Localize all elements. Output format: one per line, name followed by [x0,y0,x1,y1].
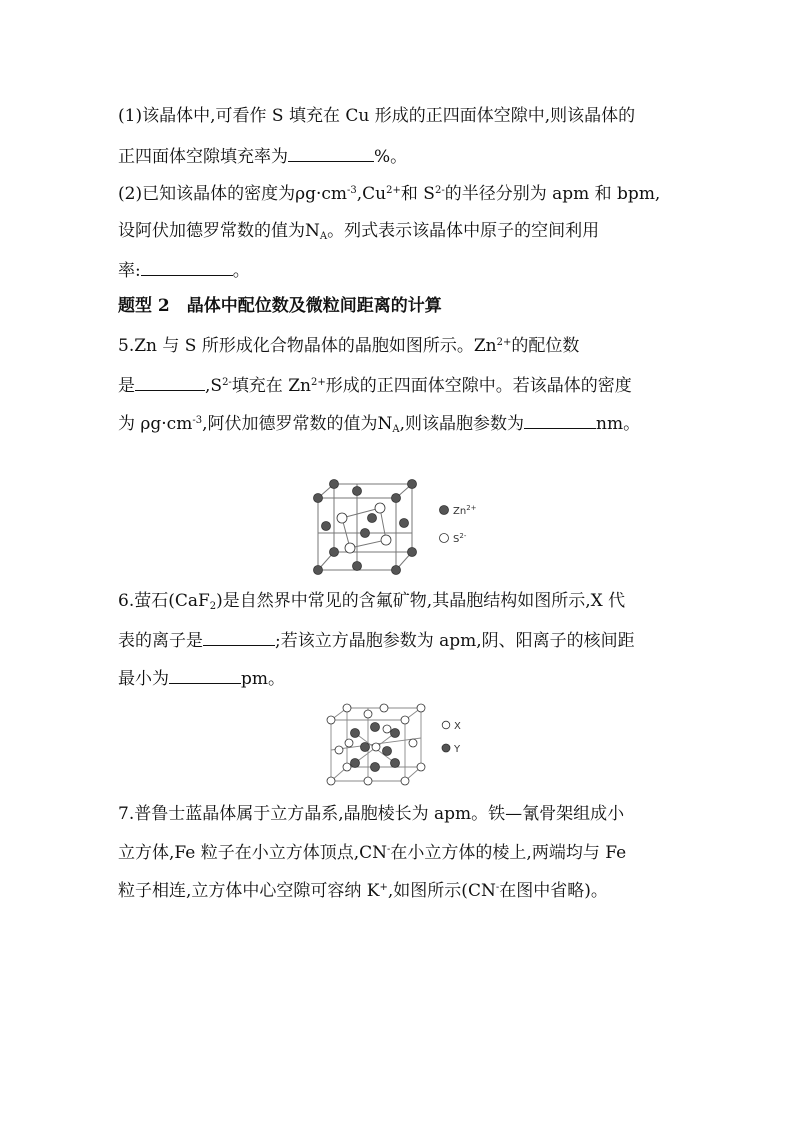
q7-line-2: 立方体,Fe 粒子在小立方体顶点,CN-在小立方体的棱上,两端均与 Fe [118,843,627,863]
q4-p1-text: (1)该晶体中,可看作 S 填充在 Cu 形成的正四面体空隙中,则该晶体的 [118,106,636,126]
q5-line-1: 5.Zn 与 S 所形成化合物晶体的晶胞如图所示。$Zn^{2+}$的配位数 [118,336,580,356]
fluorite-svg [325,703,475,787]
q4-line-4: 设阿伏加德罗常数的值为$N_A$。列式表示该晶体中原子的空间利用 [118,221,600,242]
answer-blank[interactable] [169,667,241,684]
zn-legend-icon [440,506,449,515]
x-legend-icon [442,721,450,729]
s-legend-label: $S^{2-}$ [453,532,467,545]
q4-line-5: 率: 。 [118,261,250,281]
zn-legend-label: $Zn^{2+}$ [453,504,477,517]
q4-line-1 [118,106,635,126]
section-title: 题型 2 晶体中配位数及微粒间距离的计算 [118,296,442,316]
y-legend-icon [442,744,450,752]
x-legend-label: X [454,721,461,732]
zinc-blende-figure [312,478,502,578]
answer-blank[interactable] [203,629,275,646]
answer-blank[interactable] [288,145,374,162]
q7-line-1: 7.普鲁士蓝晶体属于立方晶系,晶胞棱长为 apm。铁—氰骨架组成小 [118,804,625,824]
answer-blank[interactable] [135,374,205,391]
q4-line-2: 正四面体空隙填充率为 %。 [118,147,408,167]
q7-line-3: 粒子相连,立方体中心空隙可容纳 K+,如图所示(CN-在图中省略)。 [118,881,608,901]
y-legend-label: Y [454,744,461,755]
q6-line-1: 6.萤石(CaF$_2$)是自然界中常见的含氟矿物,其晶胞结构如图所示,X 代 [118,591,626,612]
answer-blank[interactable] [524,412,596,429]
q6-line-2: 表的离子是 ;若该立方晶胞参数为 apm,阴、阳离子的核间距 [118,631,635,651]
s-legend-icon [440,534,449,543]
q5-line-3: 为 $\rho g\cdot cm^{-3}$,阿伏加德罗常数的值为$N_A$,则该晶胞参数为 nm。 [118,414,641,435]
answer-blank[interactable] [141,259,233,276]
q5-line-2: 是 $,S^{2-}$填充在 $Zn^{2+}$形成的正四面体空隙中。若该晶体的密度 [118,376,632,396]
q6-line-3: 最小为 pm。 [118,669,286,689]
fluorite-figure [325,703,475,787]
q4-line-3: (2)已知该晶体的密度为$\rho g\cdot cm^{-3},Cu^{2+}$和 $S^{2-}$的半径分别为 apm 和 bpm, [118,184,661,204]
zinc-blende-svg [312,478,502,578]
